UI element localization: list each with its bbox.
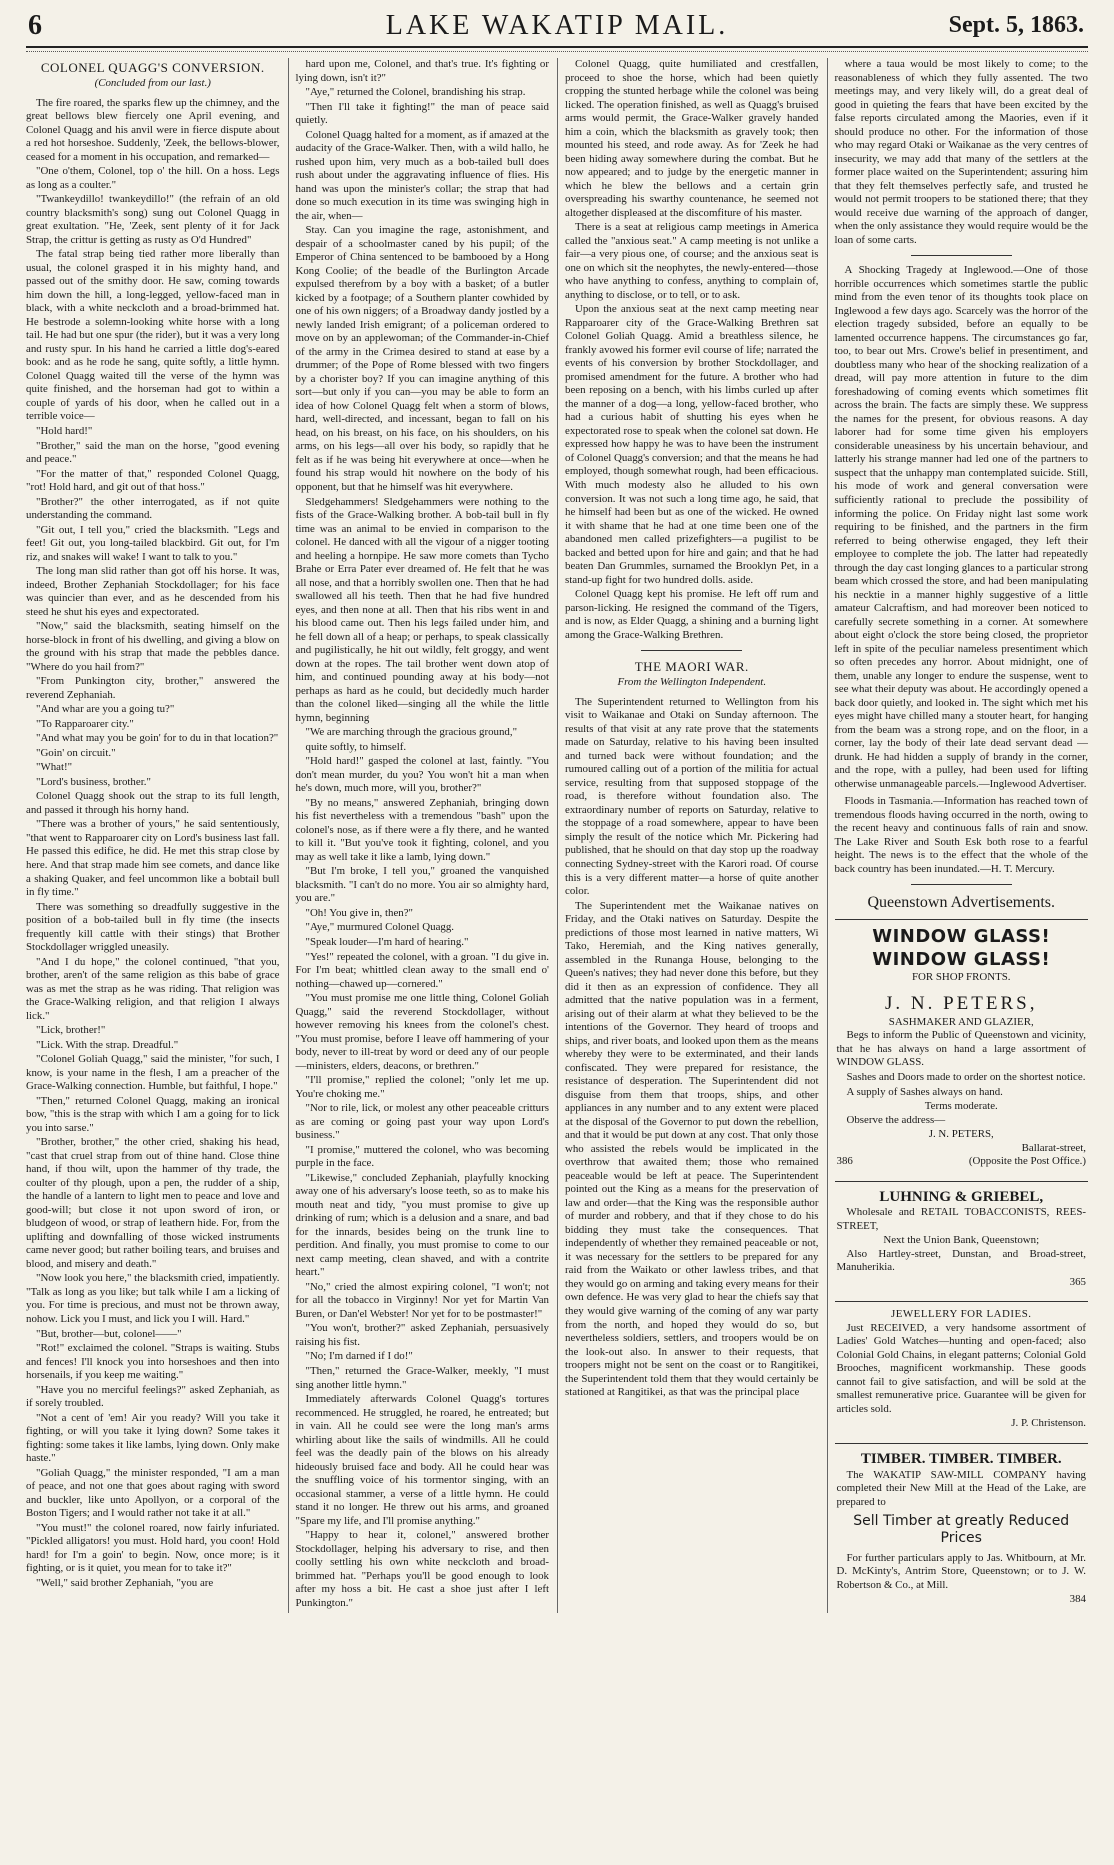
paragraph: "No," cried the almost expiring colonel, "I won't; not for all the tobacco in Virginny! Nor yet for Martin Van Buren, or Dan'el Webster! Nor yet for to be postmaster!"	[295, 1280, 549, 1320]
paragraph: "Not a cent of 'em! Air you ready? Will you take it fighting, or will you take it lying down? Some takes it fighting: some takes it like lambs, lying down. Only make haste."	[26, 1411, 280, 1465]
paragraph: "Yes!" repeated the colonel, with a groan. "I du give in. For I'm beat; whittled clean away to the small end o' nothing—chawed up—cornered."	[295, 950, 549, 990]
paragraph: "Twankeydillo! twankeydillo!" (the refrain of an old country blacksmith's song) sung out Colonel Quagg in great exultation. "He, 'Zeek, sent plenty of it for Jack Strap, the crittur is getting as rusty as O'd Hundred"	[26, 193, 280, 246]
ad-terms: Terms moderate.	[924, 1100, 998, 1113]
masthead-rule	[26, 48, 1088, 52]
paragraph: "We are marching through the gracious ground,"	[305, 726, 518, 739]
ad-next: Next the Union Bank, Queenstown;	[883, 1234, 1040, 1247]
issue-date: Sept. 5, 1863.	[948, 12, 1084, 38]
paragraph: "Oh! You give in, then?"	[305, 906, 414, 919]
divider	[641, 650, 742, 651]
ad-number: 384	[1069, 1593, 1086, 1606]
war-article-continued	[835, 58, 1089, 247]
columns	[26, 58, 1088, 1613]
ad-signature: J. P. Christenson.	[1011, 1417, 1086, 1430]
floods-article: Floods in Tasmania.—Information has reached town of tremendous floods having occurred in the north, owing to the recent heavy and continuous falls of rain and snow. The Lake River and South Esk both rose to a fearful height. The news is to the effect that the whole of the back country has been inundated.—H. T. Mercury.	[834, 795, 1088, 875]
paragraph: "But I'm broke, I tell you," groaned the vanquished blacksmith. "I can't do no more. You air so almighty hard, you are."	[295, 865, 549, 905]
paragraph: "What!"	[36, 761, 73, 774]
paragraph: "Lick, brother!"	[36, 1024, 106, 1037]
paragraph: "Then I'll take it fighting!" the man of peace said quietly.	[295, 100, 549, 127]
paragraph: "By no means," answered Zephaniah, bringing down his fist nevertheless with a tremendous "bash" upon the colonel's nose, as if there were a fly there, and he wanted to kill it. "But you've took it fighting, colonel, and you may as well take it like a lamb, lying down."	[295, 796, 549, 863]
paragraph: The Superintendent returned to Wellington from his visit to Waikanae and Otaki on Sunday afternoon. The results of that visit at any rate prove that the statements made on Saturday, relative to his having been insulted and turned back were without foundation; and the rumoured calling out of a portion of the militia for actual service, resulting from that supposed stoppage of the road, is therefore without foundation also. The extraordinary number of reports on Saturday, relative to the stoppage of a road somewhere, appear to have been simply the result of the notice which Mr. Pickering had published, that he should on that day stop up the roadway connecting Sydney-street with the Karori road. Of course this is a very different matter—a horse of quite another color.	[565, 695, 819, 898]
paragraph: "I promise," muttered the colonel, who was becoming purple in the face.	[295, 1143, 549, 1170]
ad-body: Wholesale and RETAIL TOBACCONISTS, REES-STREET,	[836, 1206, 1086, 1232]
ad-observe: Observe the address—	[846, 1113, 946, 1126]
paragraph: "Now," said the blacksmith, seating himself on the horse-block in front of his dwelling, and giving a blow on the ground with his strap that made the pebbles dance. "Where do you hail from?"	[26, 620, 280, 673]
paragraph: "Goin' on circuit."	[36, 746, 116, 759]
paragraph: "There was a brother of yours," he said sententiously, "that went to Rapparoarer city on Lord's business last fall. He passed this edifice, he did. He met this strap close by here. And that strap made him see comets, and dance like a shaking Quaker, and feel uncommon like a bobtail bull in fly time."	[26, 818, 280, 899]
column-2	[288, 58, 550, 1613]
paragraph: "Brother?" the other interrogated, as if not quite understanding the command.	[26, 495, 280, 522]
paragraph: "And whar are you a going tu?"	[36, 703, 175, 716]
paragraph: "Aye," murmured Colonel Quagg.	[305, 921, 455, 934]
paragraph: "Rot!" exclaimed the colonel. "Straps is waiting. Stubs and fences! I'll knock you into horseshoes and then into horsenails, if you keep me waiting."	[26, 1342, 280, 1382]
tragedy-article: A Shocking Tragedy at Inglewood.—One of those horrible occurrences which sometimes startle the public mind from the even tenor of its thoughts took place on Inglewood a few days ago. Scarcely was the horror of the election tragedy subsided, before an equally to be lamented occurrence happens. The circumstances go far, too, to bear out Mrs. Crowe's belief in presentiment, and doubtless many who hear of the shocking realization of a dread, will pay more attention in future to the dim foreshadowing of coming events which sometimes flit across the brain. The facts are simply these. We suppress the names for the present, for obvious reasons. A day laborer had for some time given his employers considerable uneasiness by his uncertain behaviour, and latterly his strange manner had led one of the partners to suspect that the unhappy man contemplated suicide. Still, his mode of work and general conversation were sufficiently rational to preclude the possibility of informing the police. On Friday night last some work requiring to be finished, and the partners in the firm referred to being otherwise engaged, they left their employee to complete the job. The latter had repeatedly through the day cast longing glances to a particular strong beam which crossed the store, and had been manipulating his necktie in a manner highly suggestive of a little amateur Calcraftism, and had moreover been noticed to carefully secrete something in a corner. At somewhere about eight o'clock the store being closed, the proprietor left in spite of the peculiar nameless presentiment which so often precedes any horror. About midnight, one of them, unable any longer to endure the suspense, went to see what their deputy was about. He accordingly opened a back door quietly, and looked in. The sight which met his eyes might have chilled many a stouter heart, for hanging from the beam was a strong rope, and on the floor, in a corner, lay the body of their late dead servant dead —drunk. He had hidden a supply of brandy in the corner, and the rope, with a pulley, had been used for lifting otherwise unmanageable parcels.—Inglewood Advertiser.	[834, 264, 1088, 790]
war-heading: THE MAORI WAR.	[634, 659, 749, 675]
war-article-body	[565, 696, 819, 1400]
paragraph: hard upon me, Colonel, and that's true. It's fighting or lying down, isn't it?"	[295, 58, 549, 84]
article-body-continued	[296, 58, 550, 1610]
ad-trade: SASHMAKER AND GLAZIER,	[888, 1015, 1034, 1028]
paragraph: The long man slid rather than got off his horse. It was, indeed, Brother Zephaniah Stockdollager; for his face was quincier than ever, and as he descended from his steed he shut his eyes and expectorated.	[26, 565, 280, 618]
article-body	[26, 97, 280, 1591]
paragraph: "Nor to rile, lick, or molest any other peaceable critturs as are coming or going past your way upon Lord's business."	[295, 1102, 549, 1142]
paragraph: "Brother," said the man on the horse, "good evening and peace."	[26, 439, 280, 466]
paragraph: "Git out, I tell you," cried the blacksmith. "Legs and feet! Git out, you long-tailed blackbird. Git out, for I'm riz, and snakes will wake! I want to talk to you."	[26, 523, 280, 563]
paragraph: "You must promise me one little thing, Colonel Goliah Quagg," said the reverend Stockdollager, without however removing his knees from the colonel's chest. "You must promise, before I leave off hammering of your body, never to ill-treat by word or deed any of our people—ministers, elders, deacons, or brethren."	[295, 992, 549, 1072]
page-number: 6	[28, 10, 42, 41]
article-conclusion	[565, 58, 819, 642]
paragraph: Colonel Quagg shook out the strap to its full length, and passed it through his horny hand.	[26, 790, 280, 816]
paragraph: Colonel Quagg, quite humiliated and crestfallen, proceed to shoe the horse, which had been quietly cropping the stunted herbage while the colonel was being licked. The operation finished, as well as Quagg's bruised arms would permit, the Grace-Walker gravely handed him a coin, which the blacksmith as gravely took; then mounted his steed, and rode away. As for 'Zeek he had been hiding away somewhere during the combat. But he now appeared; and to judge by the energetic manner in which he blew the bellows and a certain grin overspreading his swarthy countenance, he seemed not altogether displeased at the discomfiture of his master.	[565, 58, 819, 219]
ad-body: The WAKATIP SAW-MILL COMPANY having completed their New Mill at the Head of the Lake, are prepared to	[836, 1468, 1086, 1508]
paragraph: "And I du hope," the colonel continued, "that you, brother, aren't of the same religion as this babe of grace was as met the strap as he was riding. That religion was the Grace-Walking religion, and that religion I always lick."	[26, 955, 280, 1022]
ad-body: A supply of Sashes always on hand.	[846, 1085, 1003, 1098]
article-heading: COLONEL QUAGG'S CONVERSION.	[40, 60, 265, 75]
article-subheading: (Concluded from our last.)	[94, 77, 211, 90]
paragraph: Colonel Quagg halted for a moment, as if amazed at the audacity of the Grace-Walker. Then, with a wild hallo, he rushed upon him, very much as a bob-tailed bull does rush about under the aggravating influence of flies. His hand was upon the minister's collar; the strap that had done so much execution in its time was swinging high in the air, when—	[295, 128, 549, 222]
column-3	[557, 58, 819, 1613]
ad-body: Just RECEIVED, a very handsome assortment of Ladies' Gold Watches—hunting and open-faced; also Colonial Gold Chains, in elegant patterns; Colonial Gold Brooches, magnificent workmanship. These goods cannot fail to give satisfaction, and will be sold at the smallest remunerative price. Guarantee will be given for articles sold.	[836, 1321, 1086, 1415]
divider	[911, 255, 1012, 256]
paragraph: There was something so dreadfully suggestive in the position of a bob-tailed bull in fly time (the insects frequently kill cattle with their stings) that Brother Stockdollager wriggled uneasily.	[26, 900, 280, 954]
ad-window-glass	[835, 919, 1089, 1174]
ad-headline: JEWELLERY FOR LADIES.	[891, 1308, 1032, 1321]
paragraph: "One o'them, Colonel, top o' the hill. On a hoss. Legs as long as a coulter."	[26, 165, 280, 191]
ad-headline: WINDOW GLASS! WINDOW GLASS!	[872, 926, 1051, 970]
paragraph: "Colonel Goliah Quagg," said the minister, "for such, I know, is your name in the flesh, I am a preacher of the Grace-Walking connection. Humble, but faithful, I hope."	[26, 1053, 280, 1093]
paragraph: "And what may you be goin' for to du in that location?"	[36, 732, 279, 745]
paragraph: where a taua would be most likely to come; to the reasonableness of which they fully assented. The two meetings may, and very likely will, do a great deal of good in quieting the fears that have been excited by the false reports circulated among the Maories, even if it should produce no other. For the information of those who may regard Otaki or Waikanae as the very centres of insecurity, we may add that many of the settlers at the former place waited on the Superintendent; assuring him that they felt themselves perfectly safe, and trusted he would not permit troopers to be stationed there; that they would receive due warning of the approach of danger, when the only assistance they would require would be the loan of some carts.	[834, 58, 1088, 246]
paragraph: "Then," returned Colonel Quagg, making an ironical bow, "this is the strap with which I am a going for to lick you into sarse."	[26, 1094, 280, 1134]
ad-name: J. N. PETERS,	[885, 993, 1038, 1015]
paragraph: "Lord's business, brother."	[36, 775, 151, 788]
paragraph: "Happy to hear it, colonel," answered brother Stockdollager, helping his adversary to rise, and then coolly settling his own white neckcloth and broad-brimmed hat. "Perhaps you'll be good enough to look after my hoss a bit. He cast a shoe just after I left Punkington."	[295, 1529, 549, 1609]
ad-number: 365	[1069, 1275, 1086, 1288]
paragraph: Sledgehammers! Sledgehammers were nothing to the fists of the Grace-Walking brother. A bob-tail bull in fly time was an animal to be envied in comparison to the colonel. He danced with all the vigour of a nigger tooting and heeling a hornpipe. He saw more comets than Tycho Brahe or Erra Pater ever dreamed of. He felt that he was all nose, and that a horribly swollen one. Then that he had swallowed all his teeth. Then that he had five hundred eyes, and then none at all. Then that his ribs went in and his blood came out. Then his legs failed under him, and he fell down all of a heap; or perhaps, to speak classically and pugilistically, he hit out wildly, felt groggy, and went down at the ropes. The tail brother went down atop of him, and continued pounding away at his body—not perhaps as hard as he could, but decidedly much harder than the colonel liked—singing all the while the little hymn, beginning	[295, 495, 549, 724]
paragraph: "Speak louder—I'm hard of hearing."	[305, 936, 469, 948]
paragraph: "Then," returned the Grace-Walker, meekly, "I must sing another little hymn."	[295, 1364, 549, 1391]
paragraph: "For the matter of that," responded Colonel Quagg, "rot! Hold hard, and git out of that hoss."	[26, 467, 280, 494]
ad-street: Ballarat-street,	[1021, 1141, 1086, 1154]
ad-footer	[837, 1155, 1087, 1169]
paragraph: The fatal strap being tied rather more liberally than usual, the colonel grasped it in his mighty hand, and passed out of the smithy door. He saw, coming towards him down the hill, a long-legged, yellow-faced man in black, with a white neckcloth and a broad-brimmed hat. He bestrode a solemn-looking white horse with a long tail. He had but one spur (the rider), but it was a very long and rusty spur. In his hand he carried a little dog's-eared book: and as he rode he sang, quite softly, a little hymn. Colonel Quagg waited till the verse of the hymn was quite finished, and the horseman had got to within a couple of yards of his door, when he called out in a terrible voice—	[26, 248, 280, 423]
paragraph: "From Punkington city, brother," answered the reverend Zephaniah.	[26, 675, 280, 701]
paragraph: "Lick. With the strap. Dreadful."	[36, 1038, 179, 1051]
paragraph: Stay. Can you imagine the rage, astonishment, and despair of a schoolmaster caned by his pupil; of the Emperor of China sentenced to be bambooed by a Hong Kong Coolie; of the beadle of the Burlington Arcade expulsed therefrom by a boy with a basket; of a butler kicked by a footpage; of a Southern planter cowhided by one of his own niggers; of a Broadway dandy jostled by a newly landed Irish emigrant; of a policeman ordered to move on by an applewoman; of the Commander-in-Chief of the army in the Crimea desired to stand at ease by a drummer; of the Pope of Rome blessed with two fingers by a chorister boy? If you can imagine anything of this sort—but only if you can—you may be able to form an idea of how Colonel Quagg felt when a storm of blows, hard, well-directed, and incessant, began to fall on his head, on his breast, on his face, on his shoulders, on his arms, on his legs—all over his body, so rapidly that he felt as if he was being hit everywhere at once—when he found his strap would hit nowhere on the body of his opponent, but that he himself was hit everywhere.	[295, 224, 549, 493]
ad-jewellery	[835, 1301, 1089, 1437]
ad-tobacconists	[835, 1181, 1089, 1296]
paragraph: Upon the anxious seat at the next camp meeting near Rapparoarer city of the Grace-Walking Brethren sat Colonel Goliah Quagg. Amid a breathless silence, he frankly avowed his former evil course of life; narrated the events of his conversion by brother Stockdollager, and promised amendment for the future. A brother who had been reposing on a bench, with his limbs curled up after the manner of a dog—a long, yellow-faced brother, who had a curious habit of shutting his eyes when he expectorated rose to speak when the colonel sat down. He expressed how happy he was to have been the instrument of Colonel Quagg's conversion; and that the means he had employed, though somewhat rough, had been efficacious. With much modesty also he alluded to his own conversion. It was not such a long time ago, he said, that he himself had been but as one of the wicked. He owned it with shame that he had at one time been one of the abandoned men called prizefighters—a pugilist to be backed and betted upon for hire and gain; and that he had beaten Dan Grummles, surnamed the Brooklyn Pet, in a stand-up fight for two hundred dolls. aside.	[565, 303, 819, 586]
ad-opposite: (Opposite the Post Office.)	[968, 1155, 1086, 1168]
paragraph: The fire roared, the sparks flew up the chimney, and the great bellows blew fiercely one April evening, and Colonel Quagg and his anvil were in fierce dispute about a red hot horseshoe. Suddenly, 'Zeek, the bellows-blower, ceased for a moment in his occupation, and remarked—	[26, 96, 280, 163]
war-source: From the Wellington Independent.	[617, 676, 767, 689]
ad-signature: J. N. PETERS,	[928, 1128, 994, 1141]
paragraph: "You won't, brother?" asked Zephaniah, persuasively raising his fist.	[295, 1322, 549, 1348]
paragraph: Colonel Quagg kept his promise. He left off rum and parson-licking. He resigned the command of the Tigers, and is now, as Elder Quagg, a shining and a burning light among the Grace-Walking Brethren.	[565, 588, 819, 641]
column-1	[26, 58, 280, 1613]
divider	[911, 884, 1012, 885]
masthead	[26, 8, 1088, 48]
paragraph: "Aye," returned the Colonel, brandishing his strap.	[305, 86, 526, 99]
paragraph: "Hold hard!" gasped the colonel at last, faintly. "You don't mean murder, du you? You won't hit a man when he's down, much more, will you, brother?"	[295, 755, 549, 795]
ad-sell: Sell Timber at greatly Reduced Prices	[853, 1513, 1070, 1547]
paragraph: Immediately afterwards Colonel Quagg's tortures recommenced. He struggled, he roared, he entreated; but in vain. All he could see were the long man's arms whirling about like the sails of windmills. All he could feel was the deadly pain of the blows on his already hideously bruised face and body. All he could hear was the snuffling voice of his tormentor singing, with an occasional stammer, a verse of a little hymn. He could stand it no longer. He threw out his arms, and groaned "Spare my life, and I'll promise anything."	[295, 1393, 549, 1527]
paragraph: There is a seat at religious camp meetings in America called the "anxious seat." A camp meeting is not unlike a fair—a very pious one, of course; and the anxious seat is one on which sit the neophytes, the newly-entered—those who have anything to confess, anything to complain of, anything to disclose, or to tell, or to ask.	[565, 221, 819, 301]
column-4	[827, 58, 1089, 1613]
paragraph: "Have you no merciful feelings?" asked Zephaniah, as if sorely troubled.	[26, 1383, 280, 1410]
paragraph: "I'll promise," replied the colonel; "only let me up. You're choking me."	[295, 1074, 549, 1100]
paragraph: The Superintendent met the Waikanae natives on Friday, and the Otaki natives on Saturday. Despite the predictions of those most learned in native matters, Wi Tako, Heremiah, and the King natives generally, assembled in the Runanga House, belonging to the Queen's natives; they had never done this before, but they did it then as an expression of confidence. They all admitted that the native population was in a ferment, arising out of their alarm at what they believed to be the intentions of the Governor. They heard of troops and ships, and river boats, and looked upon them as the means whereby they were to be exterminated, and their lands confiscated. They were prepared for resistance, the resistance of desperation. The Superintendent did not disguise from them that troops, ships, and other appliances in any number and to any extent were placed at the disposal of the Governor to put down the rebellion, and that it would be put down at any cost. That only those who assisted the rebels would be implicated in the overthrow that awaited them; those who remained peaceable would be left at peace. The Superintendent pointed out the King as a means for the preservation of law and order—that the King was the responsible author of murder and robbery, and that if they chose to do his bidding they must take the consequences. That independently of whether they remained peaceable or not, it was necessary for the settlers to be prepared for any raid from the Waikato or other lawless tribes, and that they would go on arming and taking every means for their own defence. He was very glad to hear the chiefs say that they would give warning of the coming of any war party from the north, and hoped they would do so, but nevertheless soldiers, settlers, and troopers would be on the look-out also. In answer to their requests, that troopers might not be sent on the coast or to Rangitikei, the Superintendent told them that they would certainly be stationed at Rangitikei, as that was the principal place	[565, 899, 819, 1399]
paragraph: "You must!" the colonel roared, now fairly infuriated. "Pickled alligators! you must. Hold hard, you coon! Hold hard! for I'm a goin' to begin. Now, once more; is it fighting, or is it quiet, you mean for to take it?"	[26, 1521, 280, 1575]
ad-body: Sashes and Doors made to order on the shortest notice.	[846, 1071, 1086, 1083]
ad-body: For further particulars apply to Jas. Whitbourn, at Mr. D. McKinty's, Antrim Store, Queenstown; or to J. W. Robertson & Co., at Mill.	[836, 1551, 1086, 1591]
ad-also: Also Hartley-street, Dunstan, and Broad-street, Manuherikia.	[836, 1247, 1086, 1274]
paragraph: "Hold hard!"	[36, 425, 93, 437]
paragraph: "Now look you here," the blacksmith cried, impatiently. "Talk as long as you like; but talk while I am a licking of you. For time is precious, and must not be thrown away, nohow. Lick you I must, and lick you I will. Hard."	[26, 1272, 280, 1325]
ad-sub: FOR SHOP FRONTS.	[911, 970, 1011, 983]
ad-timber	[835, 1443, 1089, 1613]
paragraph: "But, brother—but, colonel——"	[36, 1327, 182, 1340]
ad-headline: TIMBER. TIMBER. TIMBER.	[860, 1450, 1062, 1467]
paragraph: "No; I'm darned if I do!"	[305, 1350, 413, 1363]
paragraph: quite softly, to himself.	[305, 740, 407, 753]
paragraph: "Well," said brother Zephaniah, "you are	[36, 1576, 214, 1589]
paragraph: "To Rapparoarer city."	[36, 717, 134, 730]
paragraph: "Brother, brother," the other cried, shaking his head, "cast that cruel strap from out of thine hand. Close thine hand, if thou wilt, upon the hammer of thy trade, the coulter of thy plough, upon a pen, the rudder of a ship, the handle of a lantern to light men to peace and love and good-will; but close it not upon sword of iron, or bludgeon of wood, or strap of leathern hide. For, from the uplifting and downfalling of those wicked instruments came never good; but rather boiling tears, and bruises and blood, and misery and death."	[26, 1136, 280, 1270]
ads-heading: Queenstown Advertisements.	[867, 894, 1056, 912]
ad-number: 386	[836, 1155, 853, 1168]
newspaper-title: LAKE WAKATIP MAIL.	[385, 10, 729, 41]
paragraph: "Likewise," concluded Zephaniah, playfully knocking away one of his adversary's loose teeth, so as to make his mouth neat and tidy, "you must promise to give up drinking of rum; which is a delusion and a snare, and bad for the innards, besides being on the trunk line to perdition. And finally, you must promise to come to our next camp meeting, clean shaved, and with a contrite heart."	[295, 1171, 549, 1279]
ad-body: Begs to inform the Public of Queenstown and vicinity, that he has always on hand a large assortment of WINDOW GLASS.	[836, 1029, 1086, 1069]
paragraph: "Goliah Quagg," the minister responded, "I am a man of peace, and not one that goes about raging with sword and buckler, like unto Apollyon, or a corporal of the Boston Tigers; and I would rather not take it at all."	[26, 1466, 280, 1520]
ad-name: LUHNING & GRIEBEL,	[879, 1188, 1044, 1205]
